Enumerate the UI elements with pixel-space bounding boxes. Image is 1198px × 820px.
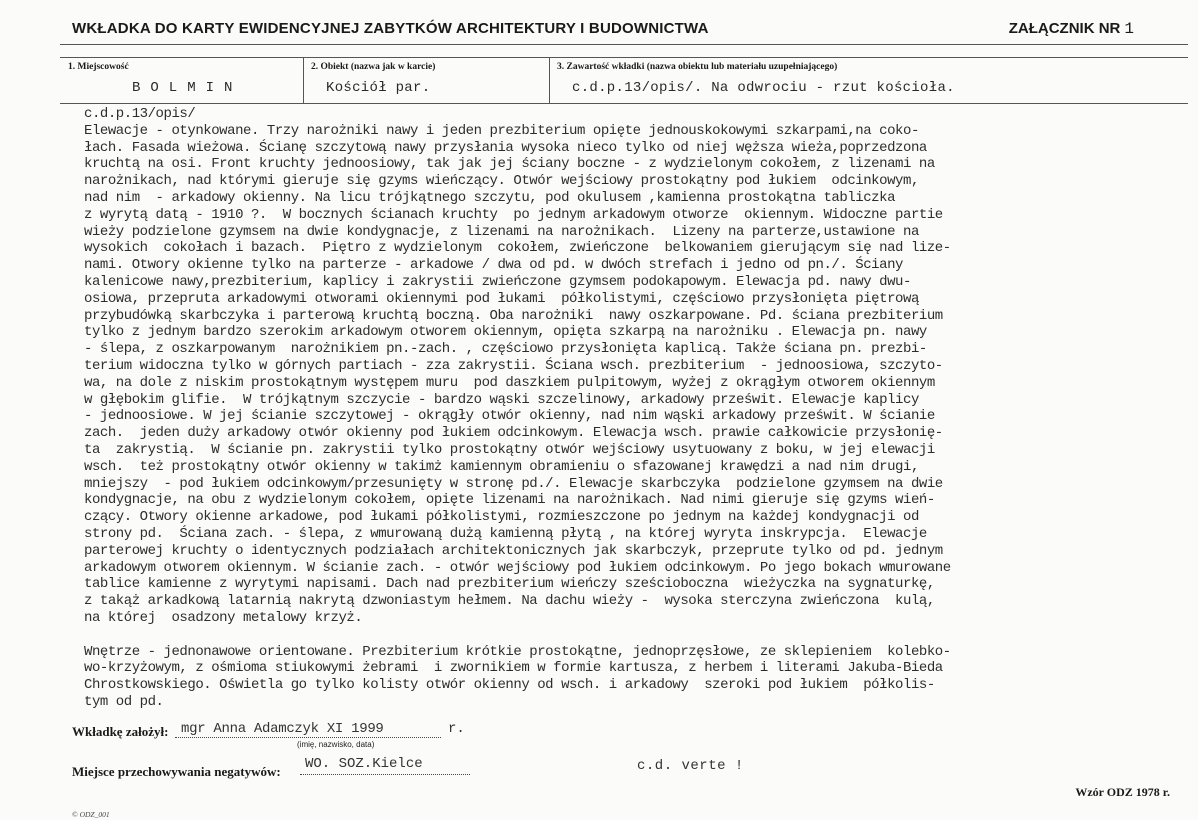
text-line: na której osadzony metalowy krzyż. — [84, 609, 363, 626]
text-line: Chrostkowskiego. Oświetla go tylko kolisty otwór okienny od wsch. i arkadowy szeroki pod łukiem półkolis- — [84, 677, 935, 694]
object-cell — [303, 58, 550, 103]
locality-value: BOLMIN — [132, 80, 243, 96]
text-line: z wyrytą datą - 1910 ?. W bocznych ścianach kruchty po jednym arkadowym otworze okiennym. Widoczne partie — [84, 206, 943, 223]
text-line: nami. Otwory okienne tylko na parterze - arkadowe / dwa od pd. w dwóch strefach i jedno od pn./. Ściany — [84, 257, 903, 274]
author-value: mgr Anna Adamczyk XI 1999 — [181, 721, 384, 737]
object-label: 2. Obiekt (nazwa jak w karcie) — [311, 62, 436, 72]
text-line: przybudówką skarbczyka i parterową kruchtą boczną. Oba narożniki nawy oszkarpowane. Pd. ściana prezbiterium — [84, 307, 943, 324]
attachment-number-value: 1 — [1124, 20, 1134, 38]
text-line: z takąż arkadkową latarnią nakrytą dzwoniastym hełmem. Na dachu wieży - wysoka sterczyna zwieńczona kulą, — [84, 593, 935, 610]
object-value: Kościół par. — [326, 80, 431, 96]
text-line: wysokich cokołach i bazach. Piętro z wydzielonym cokołem, zwieńczone belkowaniem gierującym się nad lize- — [84, 240, 951, 257]
text-line: wsch. też prostokątny otwór okienny w takimż kamiennym obramieniu o sfazowanej krawędzi a nad nim drugi, — [84, 458, 919, 475]
continue-note: c.d. verte ! — [637, 758, 744, 774]
text-line: zach. jeden duży arkadowy otwór okienny pod łukiem odcinkowym. Elewacja wsch. prawie całkowicie przysłonię- — [84, 425, 943, 442]
text-line: Elewacje - otynkowane. Trzy narożniki nawy i jeden prezbiterium opięte jednouskokowymi szkarpami,na coko- — [84, 122, 919, 139]
locality-label: 1. Miejscowość — [68, 62, 129, 72]
text-line: strony pd. Ściana zach. - ślepa, z wmurowaną dużą kamienną płytą , na której wyryta inskrypcja. Elewacje — [84, 525, 927, 542]
text-line: tylko z jednym bardzo szerokim arkadowym otworem okiennym, opięta szkarpą na narożniku . Elewacja pn. nawy — [84, 324, 927, 341]
text-line: tym od pd. — [84, 693, 164, 710]
text-line: parterowej kruchty o identycznych podziałach architektonicznych jak skarbczyk, przeprute tylko od pd. jednym — [84, 542, 943, 559]
author-date-suffix: r. — [448, 721, 465, 737]
text-line — [84, 627, 1184, 644]
description-text — [84, 106, 1184, 711]
locality-cell — [60, 58, 304, 103]
content-label: 3. Zawartość wkładki (nazwa obiektu lub materiału uzupełniającego) — [557, 62, 838, 72]
text-line: wieży podzielone gzymsem na dwie kondygnacje, z lizenami na narożnikach. Lizeny na parterze,ustawione na — [84, 223, 919, 240]
text-line: kruchtą na osi. Front kruchty jednoosiowy, tak jak jej ściany boczne - z wydzielonym cokołem, z lizenami na — [84, 156, 935, 173]
text-line: - jednoosiowe. W jej ścianie szczytowej - okrągły otwór okienny, nad nim wąski arkadowy prześwit. W ścianie — [84, 408, 935, 425]
template-note: Wzór ODZ 1978 r. — [1075, 785, 1170, 799]
text-line: nad nim - arkadowy okienny. Na licu trójkątnego szczytu, pod okulusem ,kamienna prostokątna tabliczka — [84, 189, 896, 206]
text-line: wa, na dole z niskim prostokątnym występem muru pod daszkiem pulpitowym, wyżej z okrągłym otworem okiennym — [84, 374, 935, 391]
text-line: narożnikach, nad którymi gieruje się gzyms wieńczący. Otwór wejściowy prostokątny pod łukiem odcinkowym, — [84, 173, 919, 190]
negatives-dotted-line — [300, 774, 470, 775]
text-line: ta zakrystią. W ścianie pn. zakrystii tylko prostokątny otwór wejściowy usytuowany z boku, w jej elewacji — [84, 441, 935, 458]
text-line: kondygnacje, na obu z wydzielonym cokołem, opięte lizenami na narożnikach. Nad nimi gieruje się gzyms wień- — [84, 492, 935, 509]
form-code-value: ODZ_001 — [79, 810, 110, 819]
content-cell — [549, 58, 1188, 103]
text-line: c.d.p.13/opis/ — [84, 106, 196, 122]
metadata-table — [60, 57, 1188, 104]
text-line: kalenicowe nawy,prezbiterium, kaplicy i zakrystii zwieńczone gzymsem podokapowym. Elewacja pd. nawy dwu- — [84, 273, 911, 290]
author-hint: (imię, nazwisko, data) — [297, 740, 375, 749]
text-line: mniejszy - pod łukiem odcinkowym/przesunięty w stronę pd./. Elewacje skarbczyka podzielone gzymsem na dwie — [84, 475, 943, 492]
text-line: w głębokim glifie. W trójkątnym szczycie - bardzo wąski szczelinowy, arkadowy prześwit. Elewacje kaplicy — [84, 391, 919, 408]
text-line: - ślepa, z oszkarpowanym narożnikiem pn.-zach. , częściowo przysłonięta kaplicą. Także ściana pn. prezbi- — [84, 341, 927, 358]
text-line: wo-krzyżowym, z ośmioma stiukowymi żebrami i zwornikiem w formie kartusza, z herbem i literami Jakuba-Bieda — [84, 660, 943, 677]
text-line: arkadowym otworem okiennym. W ścianie zach. - otwór wejściowy pod łukiem odcinkowym. Po jego bokach wmurowane — [84, 559, 951, 576]
author-label: Wkładkę założył: — [72, 724, 169, 739]
attachment-number — [1009, 20, 1134, 38]
text-line: łach. Fasada wieżowa. Ścianę szczytową nawy przysłania wysoka nieco tylko od niej węższa wieża,poprzedzona — [84, 139, 927, 156]
text-line: terium widoczna tylko w górnych partiach - zza zakrystii. Ściana wsch. prezbiterium - jednoosiowa, szczyto- — [84, 357, 943, 374]
negatives-value: WO. SOZ.Kielce — [305, 756, 423, 772]
content-value: c.d.p.13/opis/. Na odwrociu - rzut kościoła. — [572, 80, 955, 96]
text-line: osiowa, przepruta arkadowymi otworami okiennymi pod łukami półkolistymi, częściowo przysłonięta piętrową — [84, 290, 919, 307]
text-line: Wnętrze - jednonawowe orientowane. Prezbiterium krótkie prostokątne, jednoprzęsłowe, ze sklepieniem kolebko- — [84, 643, 951, 660]
form-title: WKŁADKA DO KARTY EWIDENCYJNEJ ZABYTKÓW ARCHITEKTURY I BUDOWNICTWA — [72, 20, 709, 37]
text-line: czący. Otwory okienne arkadowe, pod łukami półkolistymi, rozmieszczone po jednym na każdej kondygnacji od — [84, 509, 919, 526]
form-code: © ODZ_001 — [72, 810, 110, 819]
header-divider — [60, 44, 1188, 45]
attachment-label: ZAŁĄCZNIK NR — [1008, 20, 1121, 37]
text-line: tablice kamienne z wyrytymi napisami. Dach nad prezbiterium wieńczy sześcioboczna wieżyczka na sygnaturkę, — [84, 576, 935, 593]
negatives-label: Miejsce przechowywania negatywów: — [72, 764, 281, 779]
author-dotted-line — [175, 737, 441, 738]
